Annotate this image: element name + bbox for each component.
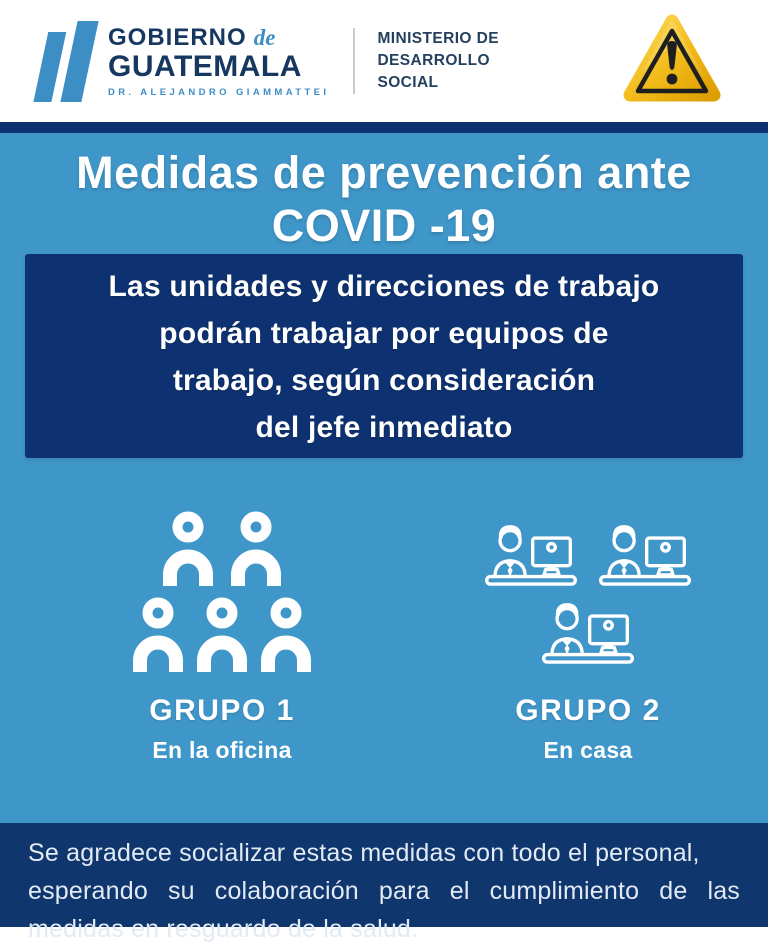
notice-line: del jefe inmediato	[255, 411, 513, 444]
person-icon	[196, 597, 248, 675]
notice-line: Las unidades y direcciones de trabajo	[108, 270, 660, 303]
ministry-line: DESARROLLO	[377, 52, 490, 69]
page-title	[0, 133, 768, 252]
notice-line: trabajo, según consideración	[172, 364, 596, 397]
person-icon	[230, 511, 282, 589]
ministry-name	[377, 28, 498, 94]
header-divider	[353, 28, 355, 94]
person-at-computer-icon	[542, 599, 634, 665]
title-line-1: Medidas de prevención ante	[76, 147, 692, 198]
footer-line: Se agradece socializar estas medidas con todo el personal,	[28, 839, 700, 867]
group-2-location: En casa	[543, 737, 633, 763]
person-icon	[132, 597, 184, 675]
person-at-computer-icon	[599, 521, 691, 587]
person-icon	[162, 511, 214, 589]
groups-section	[0, 504, 768, 764]
group-1-column	[30, 504, 414, 764]
people-at-computers-icons	[485, 504, 691, 682]
footer-line: esperando su colaboración para el cumplimiento de las	[28, 877, 740, 905]
guatemala-government-logo-icon	[33, 21, 98, 102]
group-1-name: GRUPO 1	[149, 694, 295, 727]
ministry-line: MINISTERIO DE	[377, 30, 499, 47]
logo-gobierno-text: GOBIERNO	[108, 23, 247, 51]
footer-message	[0, 823, 768, 943]
title-line-2: COVID -19	[271, 200, 497, 251]
header	[0, 0, 768, 122]
people-group-icon	[132, 504, 312, 682]
group-2-name: GRUPO 2	[515, 694, 661, 727]
logo-de-text: de	[253, 24, 276, 50]
main-content	[0, 133, 768, 823]
logo-president-name: DR. ALEJANDRO GIAMMATTEI	[108, 86, 330, 98]
group-2-column	[396, 504, 768, 764]
logo-bar-icon	[33, 32, 66, 102]
logo-guatemala-text: GUATEMALA	[108, 49, 302, 83]
person-icon	[260, 597, 312, 675]
group-1-location: En la oficina	[152, 737, 292, 763]
footer-line: medidas en resguardo de la salud.	[28, 915, 419, 943]
notice-box	[25, 254, 743, 458]
notice-line: podrán trabajar por equipos de	[159, 317, 609, 350]
ministry-line: SOCIAL	[377, 74, 439, 91]
government-logo-text	[108, 25, 329, 98]
navy-divider-strip	[0, 122, 768, 133]
person-at-computer-icon	[485, 521, 577, 587]
warning-triangle-icon	[622, 11, 722, 109]
